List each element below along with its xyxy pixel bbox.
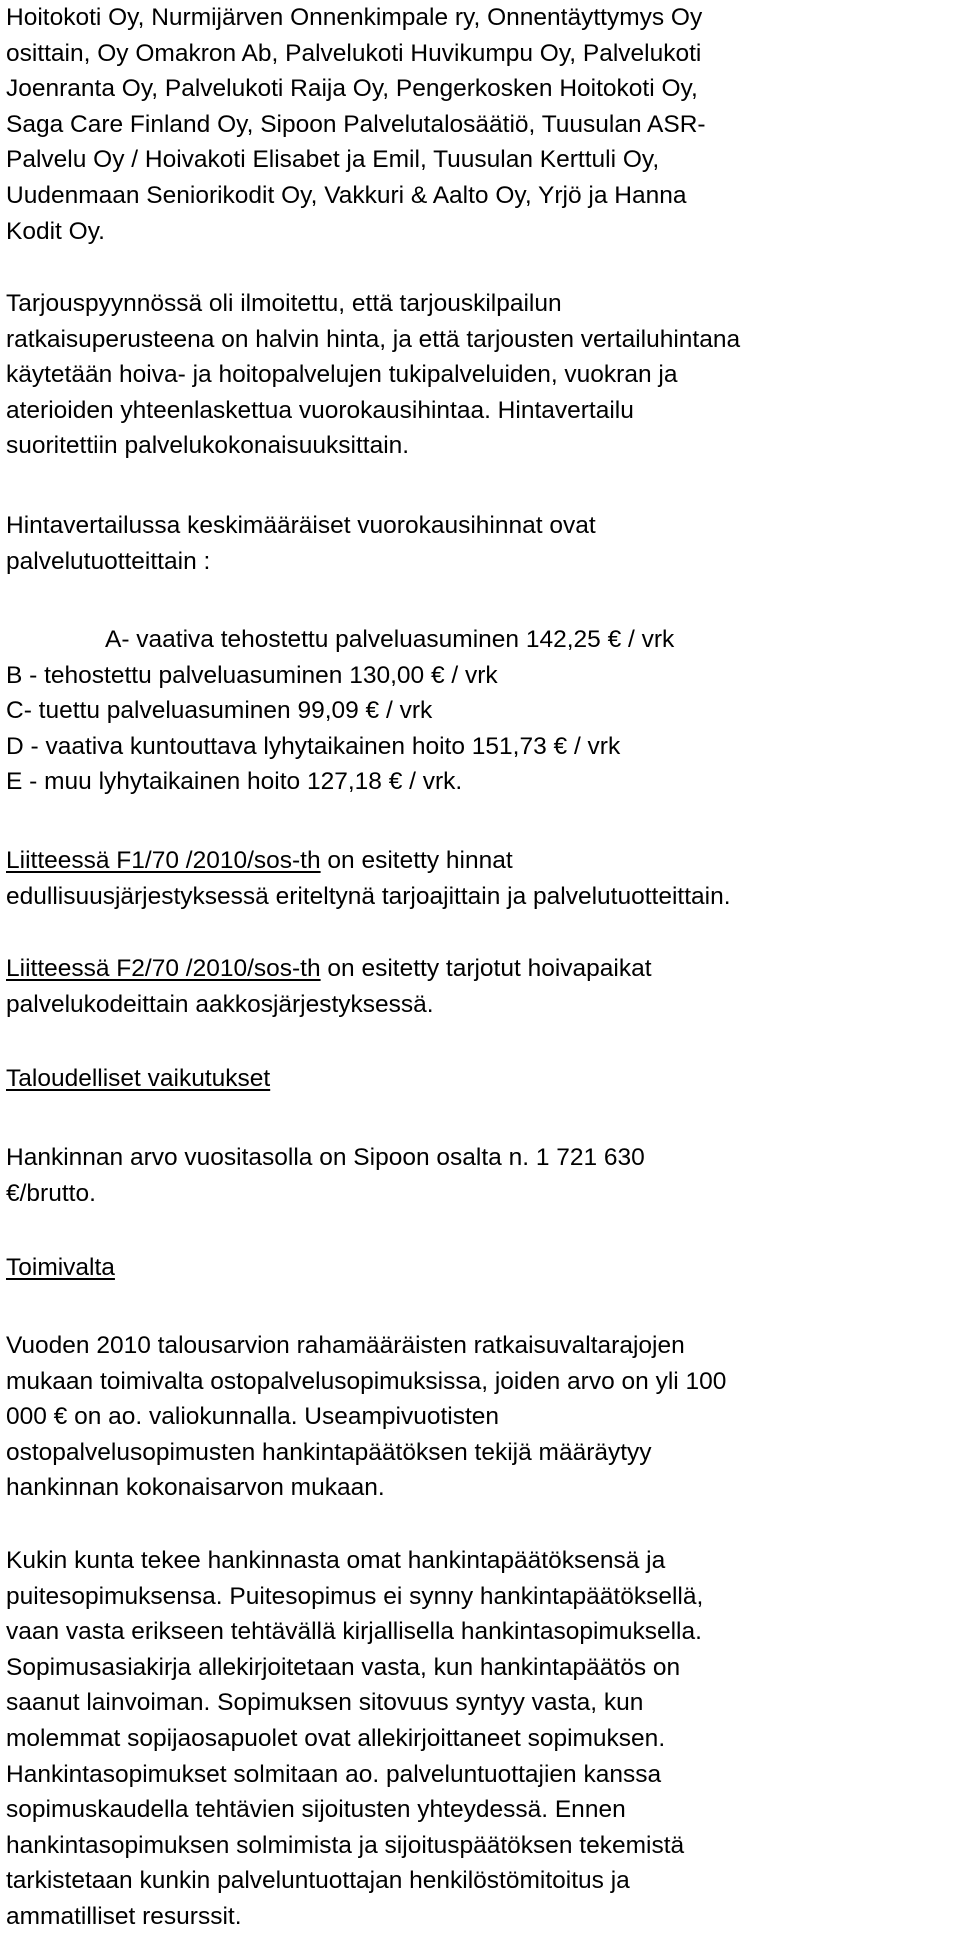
text-line: ammatilliset resurssit. (6, 1902, 242, 1930)
text-line: mukaan toimivalta ostopalvelusopimuksissa, joiden arvo on yli 100 (6, 1367, 727, 1395)
text-line: Vuoden 2010 talousarvion rahamääräisten ratkaisuvaltarajojen (6, 1332, 685, 1359)
text-line: Hoitokoti Oy, Nurmijärven Onnenkimpale ry, Onnentäyttymys Oy (6, 4, 703, 31)
price-item-a: A- vaativa tehostettu palveluasuminen 142,25 € / vrk (105, 626, 675, 653)
text-line: ratkaisuperusteena on halvin hinta, ja että tarjousten vertailuhintana (6, 325, 741, 353)
price-item-b: B - tehostettu palveluasuminen 130,00 € / vrk (6, 661, 498, 689)
text-line: Uudenmaan Seniorikodit Oy, Vakkuri & Aalto Oy, Yrjö ja Hanna (6, 181, 687, 209)
price-item-d: D - vaativa kuntouttava lyhytaikainen hoito 151,73 € / vrk (6, 732, 621, 760)
text-line: Palvelu Oy / Hoivakoti Elisabet ja Emil, Tuusulan Kerttuli Oy, (6, 146, 660, 174)
paragraph-attachment-f2 (6, 951, 652, 1022)
text-line: hankinnan kokonaisarvon mukaan. (6, 1474, 385, 1502)
text-line: Kodit Oy. (6, 217, 105, 245)
text-line: hankintasopimuksen solmimista ja sijoituspäätöksen tekemistä (6, 1831, 685, 1859)
text-line: aterioiden yhteenlaskettua vuorokausihintaa. Hintavertailu (6, 396, 634, 424)
heading-financial-effects (6, 1061, 270, 1097)
text-line: Tarjouspyynnössä oli ilmoitettu, että tarjouskilpailun (6, 290, 562, 317)
text-fragment: on esitetty tarjotut hoivapaikat (320, 955, 652, 982)
text-line: osittain, Oy Omakron Ab, Palvelukoti Huvikumpu Oy, Palvelukoti (6, 39, 702, 67)
text-line: 000 € on ao. valiokunnalla. Useampivuotisten (6, 1403, 500, 1431)
heading-authority (6, 1250, 115, 1286)
paragraph-attachment-f1 (6, 843, 731, 914)
attachment-f2-link[interactable]: Liitteessä F2/70 /2010/sos-th (6, 955, 321, 982)
text-line: suoritettiin palvelukokonaisuuksittain. (6, 432, 410, 460)
text-line: Joenranta Oy, Palvelukoti Raija Oy, Pengerkosken Hoitokoti Oy, (6, 75, 698, 103)
text-line: palvelukodeittain aakkosjärjestyksessä. (6, 990, 434, 1018)
text-line: €/brutto. (6, 1179, 96, 1207)
paragraph-contracts (6, 1543, 703, 1935)
text-line: ostopalvelusopimusten hankintapäätöksen tekijä määräytyy (6, 1438, 652, 1466)
text-line: sopimuskaudella tehtävien sijoitusten yhteydessä. Ennen (6, 1796, 626, 1824)
text-line: Saga Care Finland Oy, Sipoon Palvelutalosäätiö, Tuusulan ASR- (6, 110, 706, 138)
paragraph-price-intro (6, 508, 596, 579)
text-line: käytetään hoiva- ja hoitopalvelujen tukipalveluiden, vuokran ja (6, 361, 678, 389)
section-heading: Taloudelliset vaikutukset (6, 1065, 271, 1092)
text-line: palvelutuotteittain : (6, 547, 211, 575)
price-item-c: C- tuettu palveluasuminen 99,09 € / vrk (6, 697, 433, 725)
text-line: molemmat sopijaosapuolet ovat allekirjoittaneet sopimuksen. (6, 1724, 666, 1752)
text-line: puitesopimuksensa. Puitesopimus ei synny hankintapäätöksellä, (6, 1582, 704, 1610)
price-list (6, 622, 674, 800)
text-fragment: on esitetty hinnat (320, 847, 513, 874)
text-line: vaan vasta erikseen tehtävällä kirjallisella hankintasopimuksella. (6, 1618, 702, 1646)
paragraph-authority (6, 1328, 726, 1506)
text-line: Hintavertailussa keskimääräiset vuorokausihinnat ovat (6, 512, 596, 539)
text-line: Sopimusasiakirja allekirjoitetaan vasta, kun hankintapäätös on (6, 1653, 681, 1681)
text-line: Kukin kunta tekee hankinnasta omat hankintapäätöksensä ja (6, 1547, 666, 1574)
text-line: tarkistetaan kunkin palveluntuottajan henkilöstömitoitus ja (6, 1867, 630, 1895)
paragraph-procurement-value (6, 1140, 645, 1211)
section-heading: Toimivalta (6, 1254, 115, 1281)
text-line: saanut lainvoiman. Sopimuksen sitovuus syntyy vasta, kun (6, 1689, 644, 1717)
attachment-f1-link[interactable]: Liitteessä F1/70 /2010/sos-th (6, 847, 321, 874)
text-line: Hankintasopimukset solmitaan ao. palveluntuottajien kanssa (6, 1760, 662, 1788)
price-item-e: E - muu lyhytaikainen hoito 127,18 € / vrk. (6, 768, 463, 796)
paragraph-providers (6, 0, 706, 249)
paragraph-tender-criteria (6, 286, 740, 464)
text-line: Hankinnan arvo vuositasolla on Sipoon osalta n. 1 721 630 (6, 1144, 645, 1171)
text-line: edullisuusjärjestyksessä eriteltynä tarjoajittain ja palvelutuotteittain. (6, 882, 731, 910)
